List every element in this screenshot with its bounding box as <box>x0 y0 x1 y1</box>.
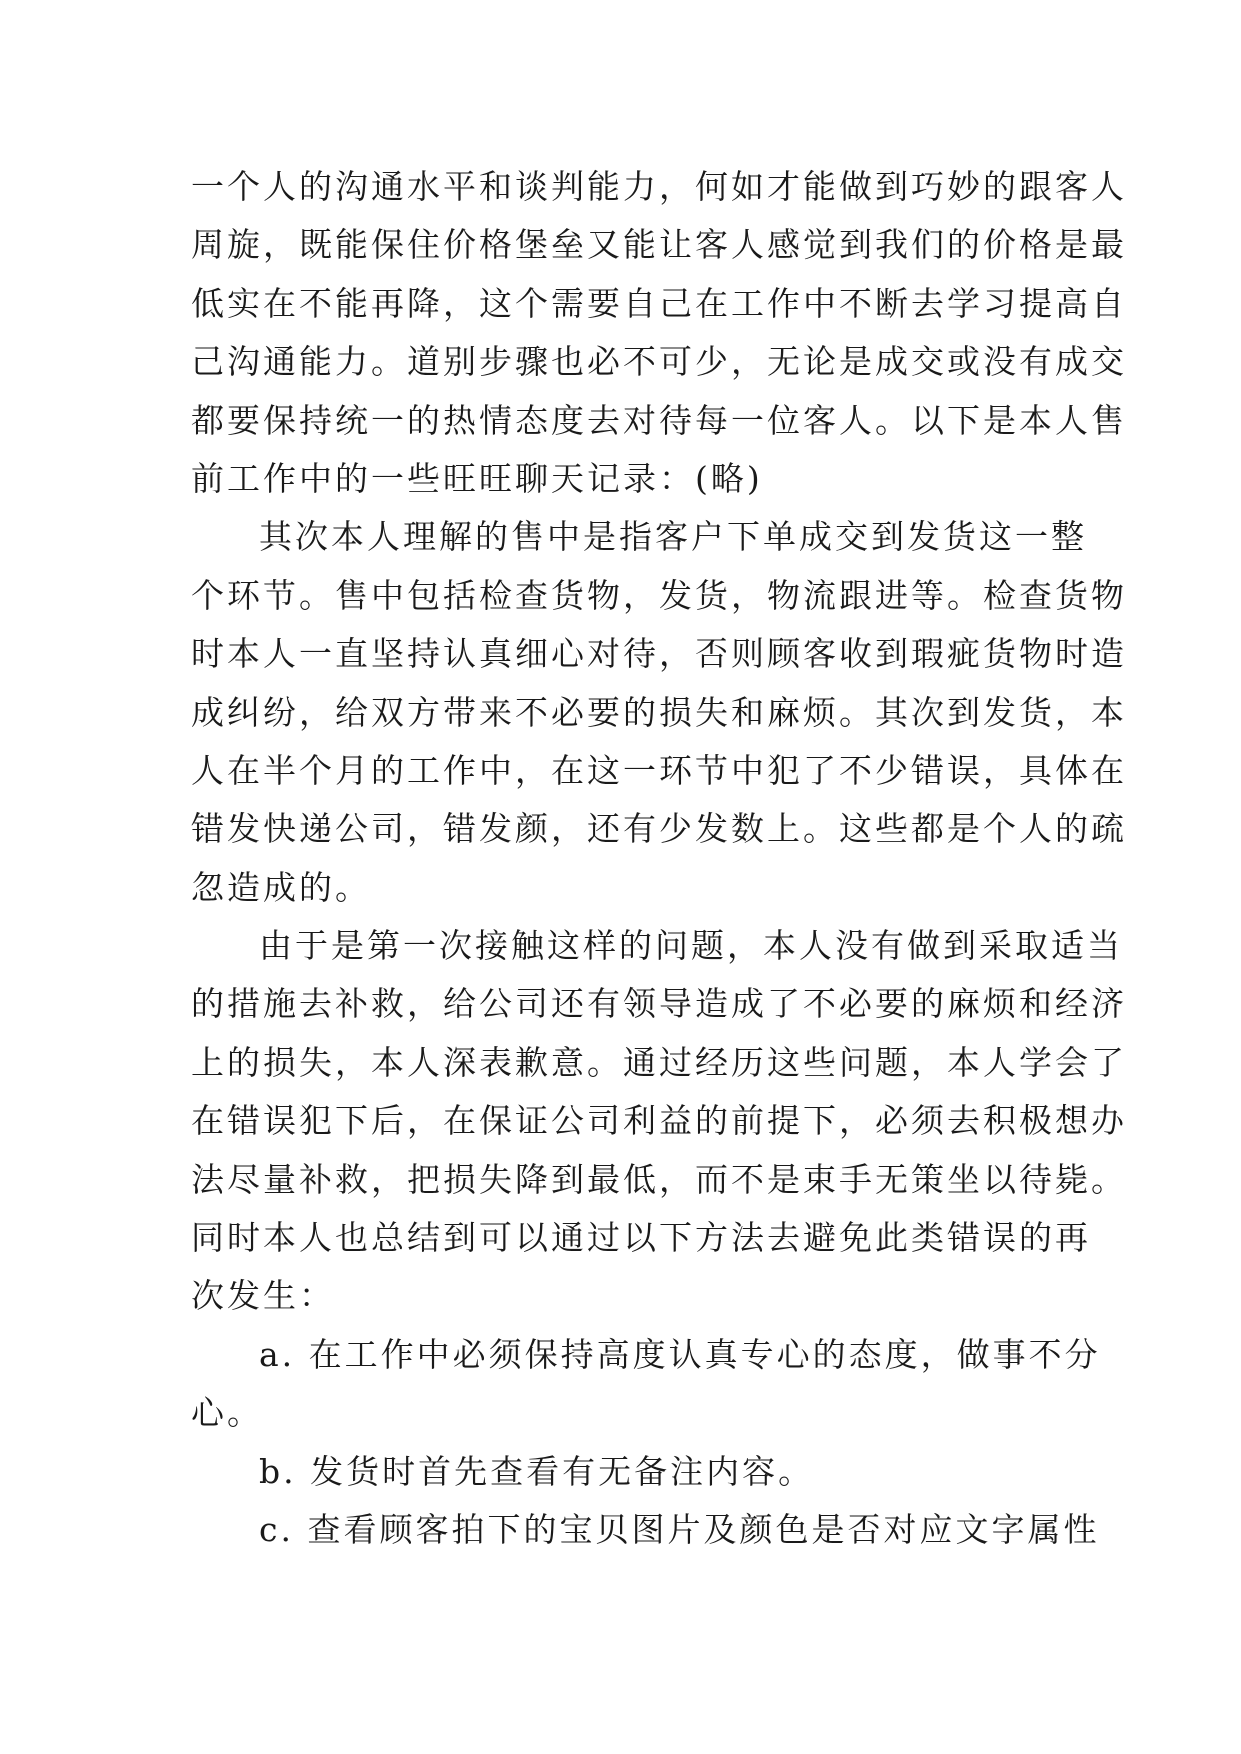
text-line: 上的损失，本人深表歉意。通过经历这些问题，本人学会了 <box>191 1042 1127 1082</box>
text-line: 己沟通能力。道别步骤也必不可少，无论是成交或没有成交 <box>191 342 1127 382</box>
text-line: 前工作中的一些旺旺聊天记录：(略) <box>191 458 763 498</box>
list-item-a-continuation: 心。 <box>191 1393 263 1433</box>
text-line: 次发生： <box>191 1276 335 1316</box>
text-line: 忽造成的。 <box>191 867 371 907</box>
text-line: 周旋，既能保住价格堡垒又能让客人感觉到我们的价格是最 <box>191 225 1127 265</box>
text-line: 错发快递公司，错发颜，还有少发数上。这些都是个人的疏 <box>191 809 1127 849</box>
text-line: 成纠纷，给双方带来不必要的损失和麻烦。其次到发货，本 <box>191 692 1127 732</box>
list-item-b: b. 发货时首先查看有无备注内容。 <box>259 1451 815 1491</box>
text-line: 低实在不能再降，这个需要自己在工作中不断去学习提高自 <box>191 283 1127 323</box>
text-line: 的措施去补救，给公司还有领导造成了不必要的麻烦和经济 <box>191 984 1127 1024</box>
text-line: 在错误犯下后，在保证公司利益的前提下，必须去积极想办 <box>191 1101 1127 1141</box>
text-line: 个环节。售中包括检查货物，发货，物流跟进等。检查货物 <box>191 575 1127 615</box>
list-item-c: c. 查看顾客拍下的宝贝图片及颜色是否对应文字属性 <box>259 1509 1100 1549</box>
list-item-a: a. 在工作中必须保持高度认真专心的态度，做事不分 <box>259 1334 1101 1374</box>
text-line: 时本人一直坚持认真细心对待，否则顾客收到瑕疵货物时造 <box>191 634 1127 674</box>
paragraph-first-line: 由于是第一次接触这样的问题，本人没有做到采取适当 <box>259 926 1123 966</box>
text-line: 人在半个月的工作中，在这一环节中犯了不少错误，具体在 <box>191 750 1127 790</box>
text-line: 一个人的沟通水平和谈判能力，何如才能做到巧妙的跟客人 <box>191 167 1127 206</box>
document-body <box>191 158 1127 1559</box>
text-line: 法尽量补救，把损失降到最低，而不是束手无策坐以待毙。 <box>191 1159 1127 1199</box>
text-line: 都要保持统一的热情态度去对待每一位客人。以下是本人售 <box>191 400 1127 440</box>
text-line: 同时本人也总结到可以通过以下方法去避免此类错误的再 <box>191 1218 1091 1258</box>
paragraph-first-line: 其次本人理解的售中是指客户下单成交到发货这一整 <box>259 517 1087 557</box>
